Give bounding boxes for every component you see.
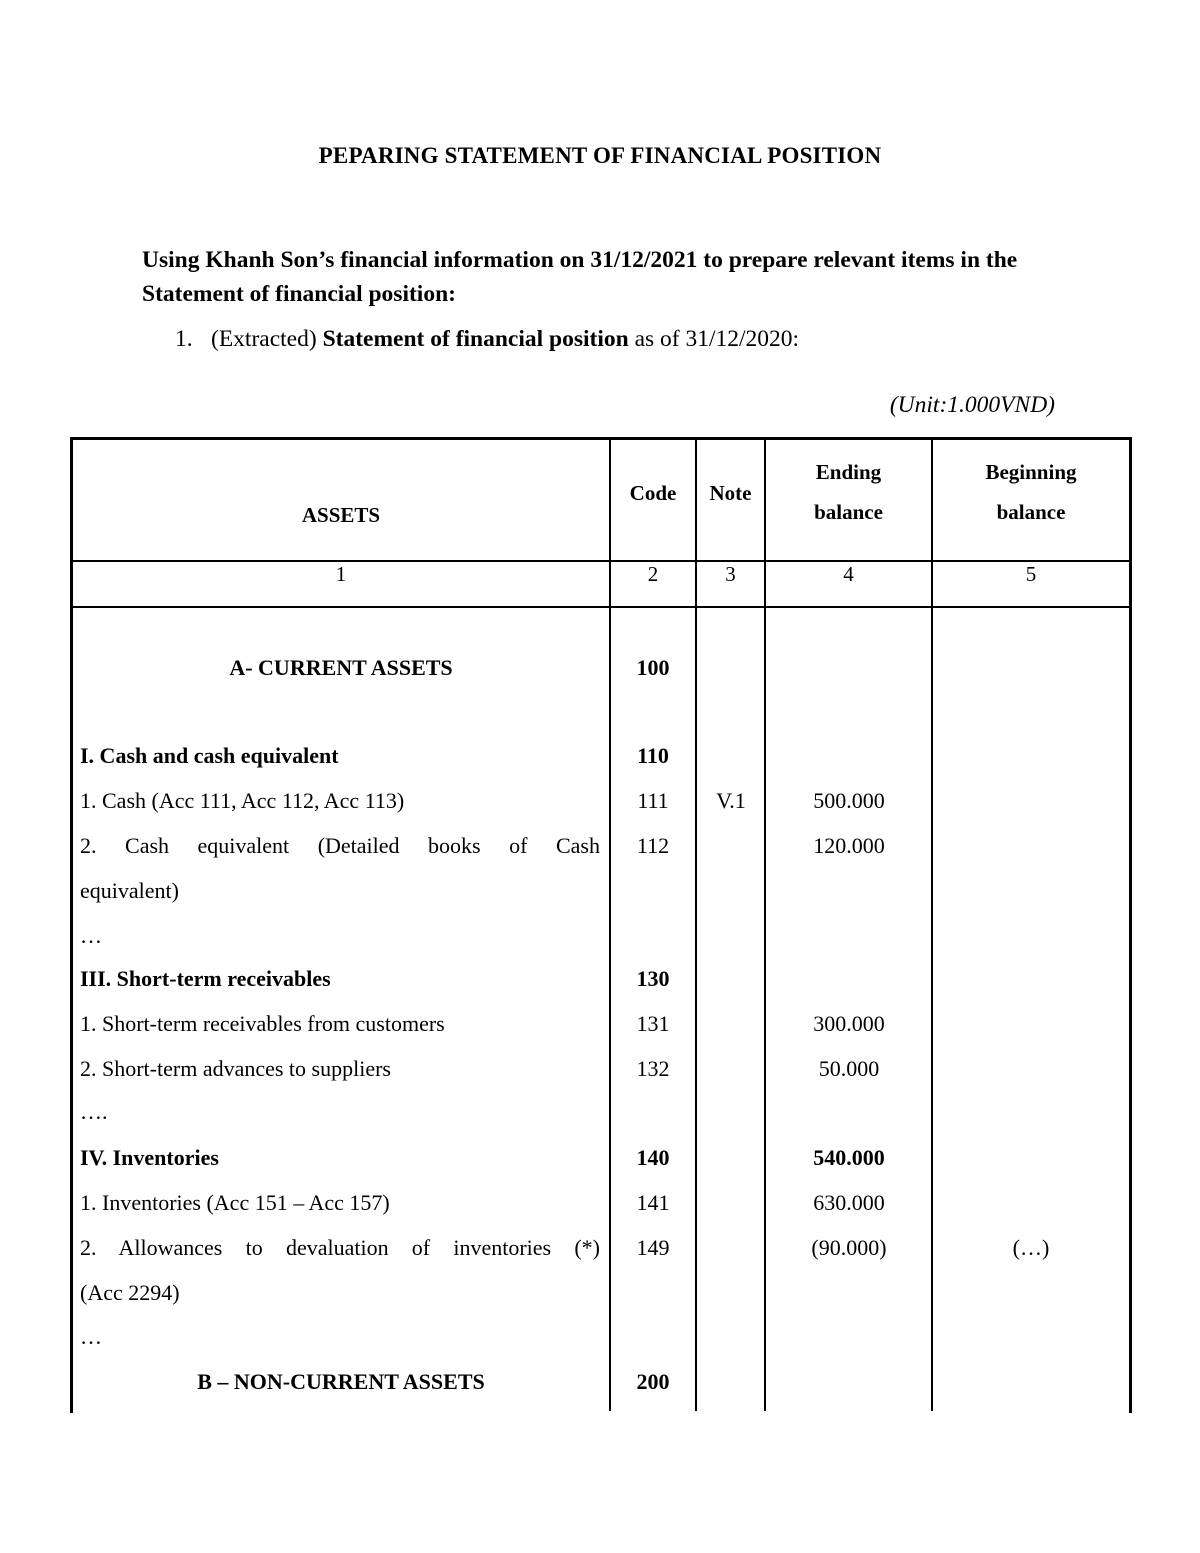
row-ending-balance: (90.000)	[811, 1235, 887, 1260]
list-item-number: 1.	[175, 326, 193, 352]
row-beginning-balance: (…)	[1012, 1235, 1050, 1260]
header-beginning-line2: balance	[996, 500, 1066, 524]
section-title: A- CURRENT ASSETS	[229, 655, 453, 680]
row-code: 149	[636, 1235, 670, 1260]
row-ending-balance: 500.000	[813, 788, 885, 813]
list-item-suffix: as of 31/12/2020:	[634, 326, 800, 352]
row-ellipsis: …	[80, 923, 102, 948]
column-number: 4	[843, 562, 854, 586]
row-description: 1. Inventories (Acc 151 – Acc 157)	[80, 1190, 390, 1215]
row-description-continued: (Acc 2294)	[80, 1280, 180, 1305]
row-description: 2. Short-term advances to suppliers	[80, 1056, 391, 1081]
row-description: I. Cash and cash equivalent	[80, 743, 339, 768]
header-note: Note	[709, 481, 752, 505]
list-item-1	[175, 326, 799, 353]
row-ending-balance: 300.000	[813, 1011, 885, 1036]
row-code: 131	[636, 1011, 670, 1036]
list-item-bold-text: Statement of financial position	[322, 326, 629, 352]
row-code: 112	[636, 833, 670, 858]
row-description: 2. Cash equivalent (Detailed books of Cash	[80, 833, 600, 858]
row-code: 100	[636, 655, 670, 680]
row-ending-balance: 50.000	[818, 1056, 880, 1081]
row-code: 140	[636, 1145, 670, 1170]
row-ending-balance: 120.000	[813, 833, 885, 858]
header-beginning-balance	[933, 452, 1129, 532]
row-description: 1. Short-term receivables from customers	[80, 1011, 445, 1036]
row-code: 132	[636, 1056, 670, 1081]
unit-note: (Unit:1.000VND)	[889, 392, 1055, 418]
row-ellipsis: ….	[80, 1099, 108, 1124]
row-ending-balance: 630.000	[813, 1190, 885, 1215]
row-code: 130	[636, 966, 670, 991]
financial-position-table	[70, 437, 1132, 1411]
document-title: PEPARING STATEMENT OF FINANCIAL POSITION	[318, 143, 882, 168]
header-ending-line1: Ending	[815, 460, 882, 484]
row-note: V.1	[716, 788, 746, 813]
column-number: 1	[335, 562, 347, 586]
row-ellipsis: …	[80, 1324, 102, 1349]
row-description: 1. Cash (Acc 111, Acc 112, Acc 113)	[80, 788, 405, 813]
column-number-divider	[70, 606, 1132, 608]
header-assets: ASSETS	[301, 503, 381, 527]
column-number: 2	[647, 562, 659, 586]
row-code: 110	[637, 743, 669, 768]
row-description: 2. Allowances to devaluation of inventories (*)	[80, 1235, 600, 1260]
row-code: 111	[637, 788, 669, 813]
column-number: 3	[725, 562, 736, 586]
row-description: IV. Inventories	[80, 1145, 219, 1170]
row-description-continued: equivalent)	[80, 878, 179, 903]
row-description: III. Short-term receivables	[80, 966, 331, 991]
row-ending-balance: 540.000	[813, 1145, 885, 1170]
header-ending-balance	[766, 452, 931, 532]
section-title: B – NON-CURRENT ASSETS	[197, 1369, 485, 1394]
intro-paragraph: Using Khanh Son’s financial information on 31/12/2021 to prepare relevant items in the Statement of financial position:	[142, 247, 1018, 307]
row-code: 200	[636, 1369, 670, 1394]
column-number: 5	[1025, 562, 1037, 586]
header-code: Code	[629, 481, 677, 505]
list-item-prefix: (Extracted)	[211, 326, 317, 352]
row-code: 141	[636, 1190, 670, 1215]
header-beginning-line1: Beginning	[985, 460, 1077, 484]
header-ending-line2: balance	[814, 500, 883, 524]
